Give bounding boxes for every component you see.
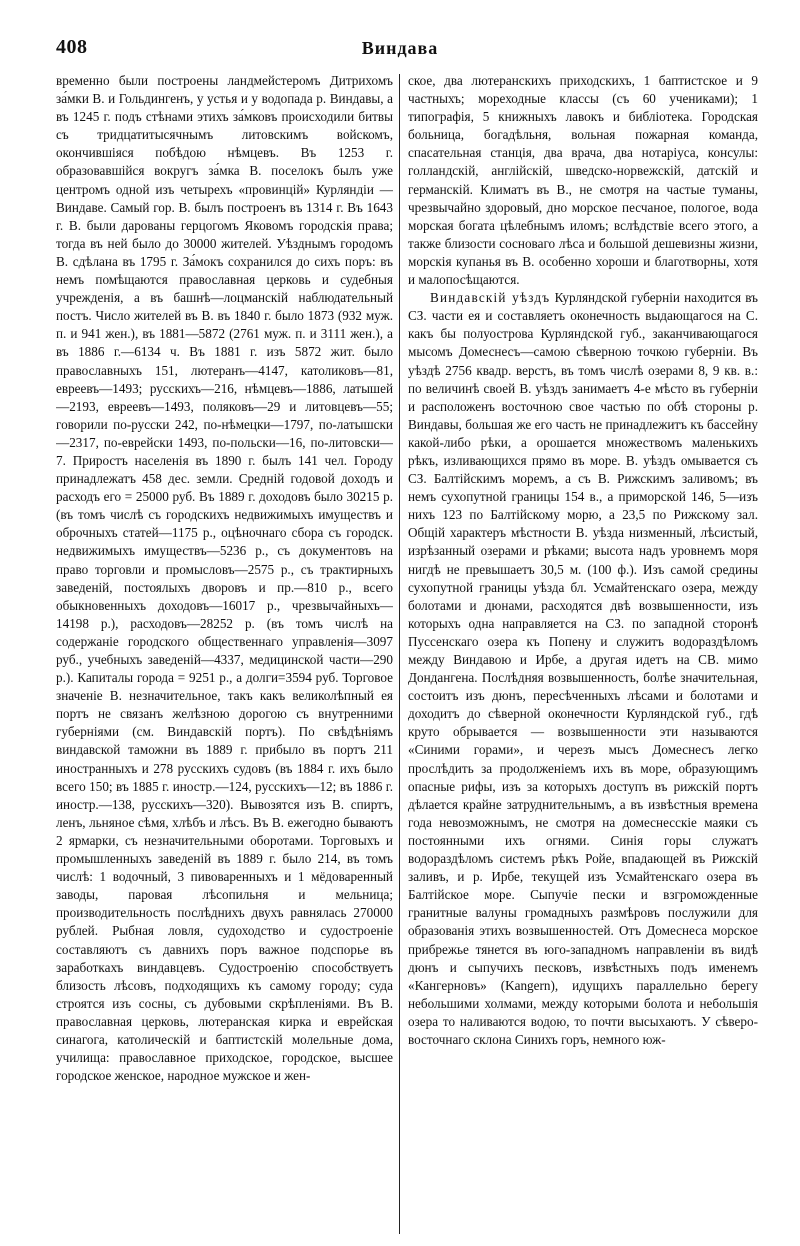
right-column-paragraph-1: ское, два лютеранскихъ приходскихъ, 1 баптистское и 9 частныхъ; мореходные классы (съ 60 учениками); 1 типографія, 5 книжныхъ лавокъ и библіотека. Городская больница, богадѣльня, вольная пожарная команда, спасательная станція, два врача, два нотаріуса, консулы: голландскій, англійскій, шведско-норвежскій, датскій и германскій. Климатъ въ В., не смотря на частые туманы, чрезвычайно здоровый, дно морское песчаное, пологое, вода морская богата цѣлебнымъ иломъ; вслѣдствіе всего этого, а также близости сосноваго лѣса и большой дешевизны жизни, морскія купанья въ В. особенно хороши и благотворны, хотя и малопосѣщаются.	[408, 73, 758, 288]
left-column-text: временно были построены ландмейстеромъ Дитрихомъ за́мки В. и Гольдингенъ, у устья и у водопада р. Виндавы, а въ 1245 г. подъ стѣнами этихъ за́мковъ происходили битвы съ тридцатитысячнымъ литовскимъ войскомъ, окончившіяся побѣдою нѣмцевъ. Въ 1253 г. образовавшійся вокругъ за́мка В. поселокъ былъ уже центромъ одной изъ четырехъ «провинцій» Курляндіи — Виндаве. Самый гор. В. былъ построенъ въ 1314 г. Въ 1643 г. В. были дарованы герцогомъ Яковомъ городскія права; тогда въ ней было до 30000 жителей. Уѣзднымъ городомъ В. сдѣлана въ 1795 г. За́мокъ сохранился до сихъ поръ: въ немъ помѣщаются православная церковь и судебныя учрежденія, а въ башнѣ—лоцманскій наблюдательный постъ. Число жителей въ В. въ 1840 г. было 1873 (932 муж. п. и 941 жен.), въ 1881—5872 (2761 муж. п. и 3111 жен.), а въ 1886 г.—6134 ч. Въ 1881 г. изъ 5872 жит. было православныхъ 151, лютеранъ—4147, католиковъ—81, евреевъ—1493; русскихъ—216, нѣмцевъ—1886, латышей—2193, евреевъ—1493, поляковъ—29 и литовцевъ—55; говорили по-русски 242, по-нѣмецки—1797, по-латышски—2317, по-еврейски 1493, по-польски—16, по-литовски—7. Приростъ населенія въ 1890 г. былъ 141 чел. Городу принадлежатъ 458 дес. земли. Средній годовой доходъ и расходъ его = 25000 руб. Въ 1889 г. доходовъ было 30215 р. (въ томъ числѣ съ городскихъ недвижимыхъ имуществъ и оброчныхъ статей—1175 р., оцѣночнаго сбора съ городск. недвижимыхъ имуществъ—5236 р., съ документовъ на право торговли и промысловъ—2575 р., съ трактирныхъ заведеній, постоялыхъ дворовъ и пр.—810 р., всего обыкновенныхъ доходовъ—16017 р., чрезвычайныхъ—14198 р.), расходовъ—28252 р. (въ томъ числѣ на содержаніе городского общественнаго управленія—3097 руб., учебныхъ заведеній—4337, медицинской части—290 р.). Капиталы города = 9251 р., а долги=3594 руб. Торговое значеніе В. незначительное, такъ какъ великолѣпный ея портъ не связанъ желѣзною дорогою съ внутренними губерніями (см. Виндавскій портъ). По свѣдѣніямъ виндавской таможни въ 1889 г. прибыло въ портъ 211 иностранныхъ и 278 русскихъ судовъ (въ 1884 г. ихъ было всего 150; въ 1885 г. иностр.—124, русскихъ—12; въ 1886 г. иностр.—138, русскихъ—320). Вывозятся изъ В. спиртъ, ленъ, льняное сѣмя, хлѣбъ и лѣсъ. Въ В. ежегодно бываютъ 2 ярмарки, съ незначительными оборотами. Торговыхъ и промышленныхъ заведеній въ 1889 г. было 214, въ томъ числѣ: 1 водочный, 3 пивоваренныхъ и 1 мёдоваренный заводы, паровая лѣсопильня и мельница; производительность послѣднихъ двухъ равнялась 270000 рублей. Рыбная ловля, судоходство и судостроеніе составляютъ съ давнихъ поръ важное подспорье въ заработкахъ виндавцевъ. Судостроенію способствуетъ близость лѣсовъ, подходящихъ къ самому городу; суда строятся изъ сосны, съ дубовыми скрѣпленіями. Въ В. православная церковь, лютеранская кирка и еврейская синагога, католическій и баптистскій молельные дома, училища: православное приходское, городское, высшее городское женское, народное мужское и жен-	[56, 73, 393, 1084]
column-divider	[399, 74, 400, 1234]
running-head: Виндава	[361, 38, 439, 58]
right-column-paragraph-2-text: Курляндской губерніи находится въ СЗ. части ея и составляетъ оконечность выдающагося на С. какъ бы полуострова Курляндской губ., заканчивающагося мысомъ Домеснесъ—самою сѣверною точкою губерніи. Въ уѣздѣ 2756 квадр. верстъ, въ томъ числѣ озерами 8, 9 кв. в.: по величинѣ своей В. уѣздъ занимаетъ 4-е мѣсто въ губерніи и расположенъ восточною свое частью по обѣ стороны р. Виндавы, большая же его часть не принадлежитъ къ бассейну какой-либо рѣки, а орошается множествомъ маленькихъ рѣкъ, изливающихся прямо въ море. В. уѣздъ омывается съ СЗ. Балтійскимъ моремъ, а съ В. Рижскимъ заливомъ; въ немъ сухопутной границы 154 в., а приморской 146, 5—изъ нихъ 123 по Балтійскому морю, а 23,5 по Рижскому зал. Общій характеръ мѣстности В. уѣзда низменный, лѣсистый, изрѣзанный озерами и рѣками; высота надъ уровнемъ моря нигдѣ не превышаетъ 30,5 м. (100 ф.). Изъ самой средины сухопутной границы уѣзда бл. Усмайтенскаго озера, между болотами и дюнами, расходятся двѣ возвышенности, изъ которыхъ одна направляется на СЗ. по западной сторонѣ Пуссенскаго озера къ Попену и служитъ водораздѣломъ между Виндавою и Ирбе, а другая идетъ на СВ. мимо Дондангена. Послѣдняя возвышенность, болѣе значительная, состоитъ изъ дюнъ, пересѣченныхъ лѣсами и болотами и доходитъ до сѣверной оконечности Курляндской губ., гдѣ круто обрывается — возвышенности эти называются «Синими горами», и черезъ мысъ Домеснесъ легко прослѣдить за продолженіемъ ихъ въ море, образующимъ опасные рифы, изъ за которыхъ доступъ въ рижскій портъ дѣлается крайне затруднительнымъ, а въ извѣстныя времена года невозможнымъ, не смотря на домеснесскіе маяки съ постоянными ихъ огнями. Синія горы служатъ водораздѣломъ системъ рѣкъ Ройе, впадающей въ Рижскій заливъ, и р. Ирбе, текущей изъ Усмайтенскаго озера въ Балтійское море. Сыпучіе пески и взгроможденные гранитные валуны громадныхъ размѣровъ послужили для образованія этихъ возвышенностей. Отъ Домеснеса морское прибрежье тянется въ юго-западномъ направленіи въ видѣ дюнъ и сыпучихъ песковъ, извѣстныхъ подъ именемъ «Кангерновъ» (Kangern), идущихъ параллельно берегу небольшими холмами, между которыми болота и небольшія озера то наливаются водою, то почти высыхаютъ. У сѣверо-восточнаго склона Синихъ горъ, немного юж-	[408, 290, 758, 1047]
left-column	[56, 72, 393, 1237]
text-columns	[56, 72, 756, 1237]
right-column-paragraph-2	[408, 289, 758, 1049]
page-number: 408	[56, 36, 88, 58]
page-header	[0, 36, 800, 68]
article-lead-term: Виндавскій уѣздъ	[430, 290, 551, 306]
right-column	[408, 72, 758, 1237]
